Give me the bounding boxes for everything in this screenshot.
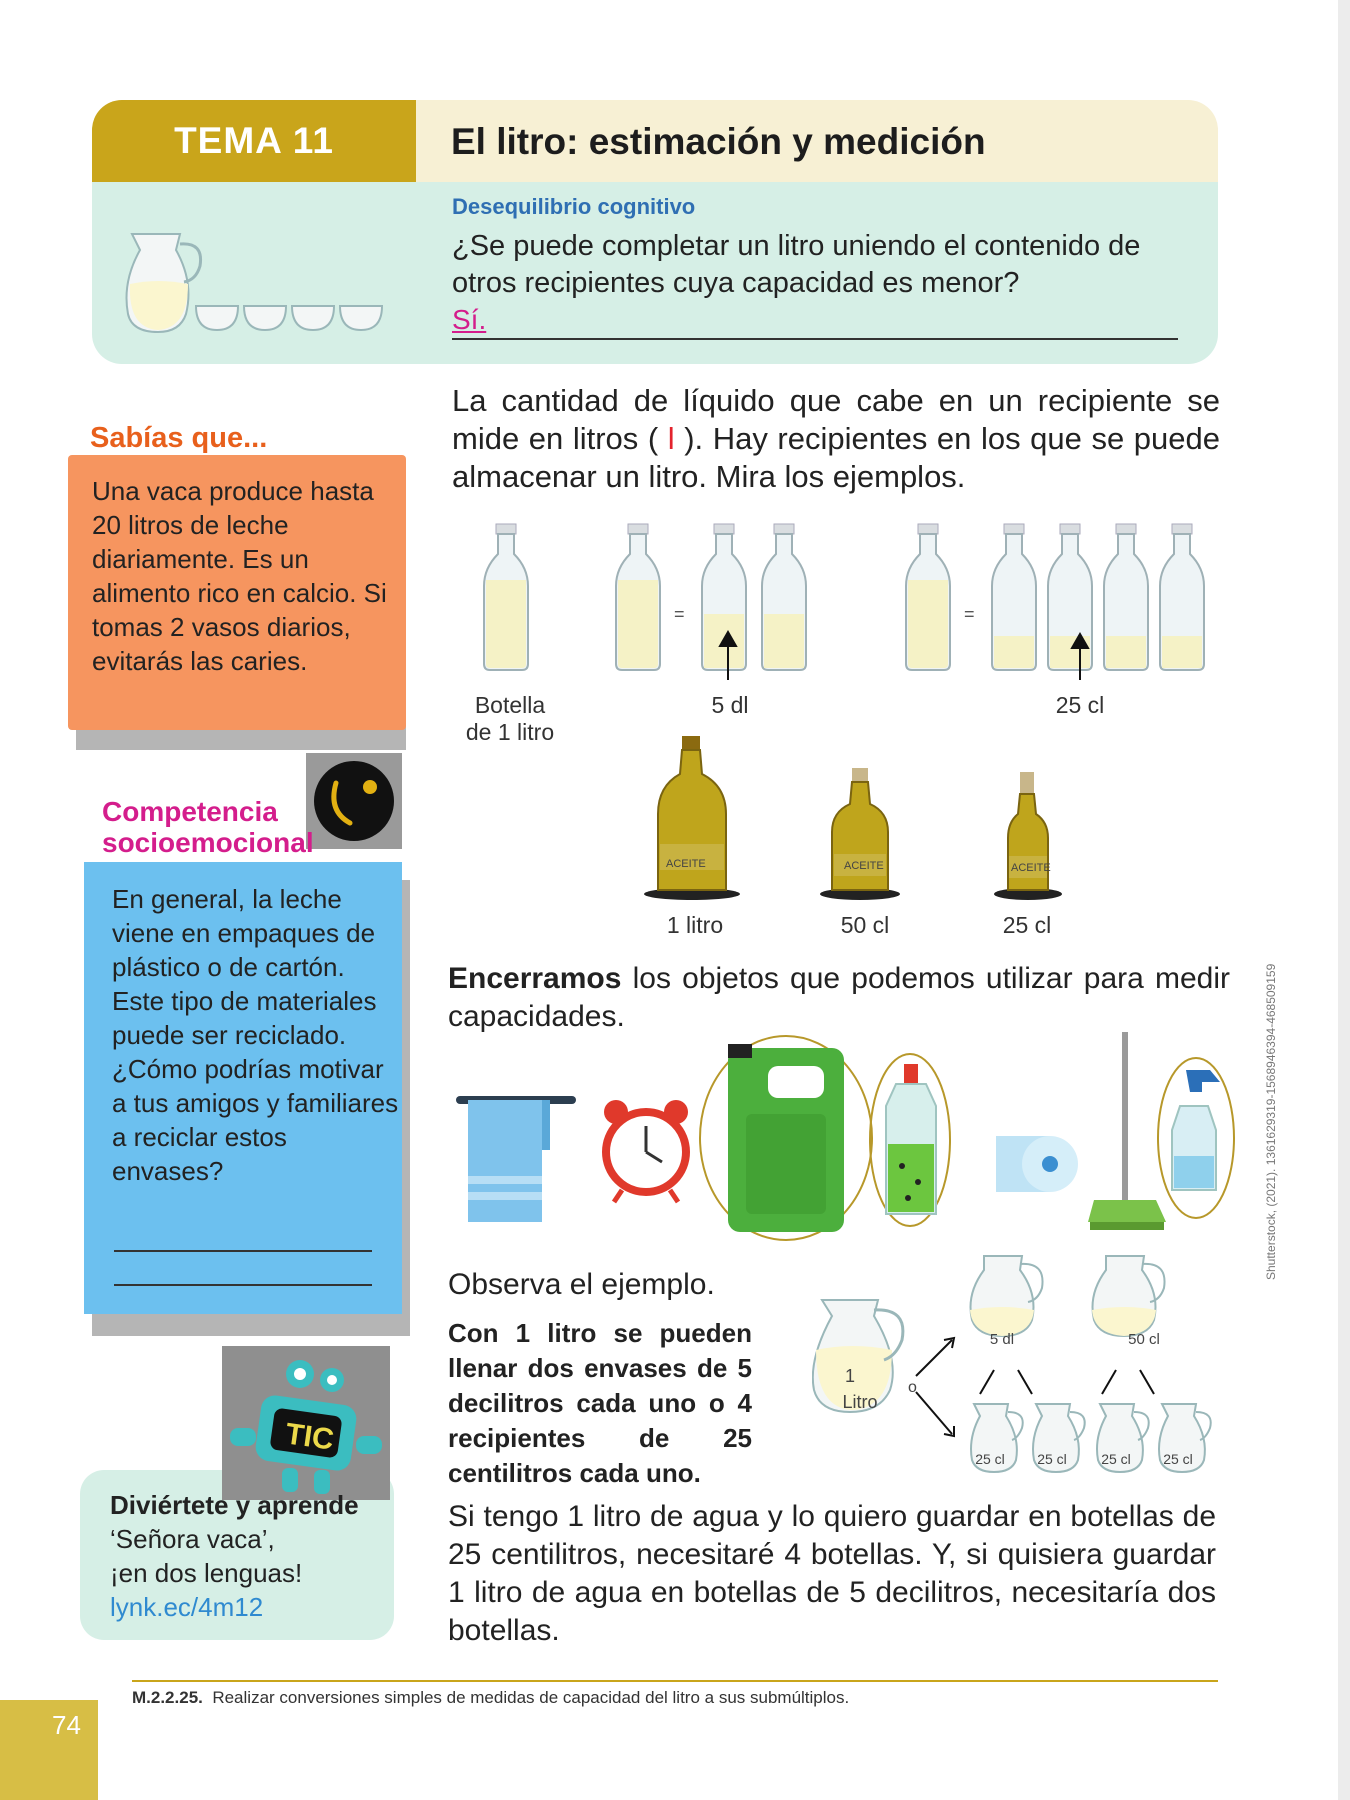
- oil-bottle-1l: [644, 736, 740, 900]
- jug-50cl: [1092, 1256, 1165, 1348]
- label-5dl: 5 dl: [711, 692, 749, 718]
- competencia-title-line2: socioemocional: [102, 827, 314, 858]
- jug-5dl: [970, 1256, 1043, 1348]
- or-label: o: [908, 1379, 917, 1396]
- jug-main-number: 1: [844, 1366, 856, 1386]
- equals-1: =: [674, 604, 685, 624]
- jug-50cl-label: 50 cl: [1128, 1331, 1160, 1348]
- arrow-down: [916, 1392, 954, 1436]
- objects-illustration: [450, 1026, 1240, 1242]
- jugs-diagram: [812, 1250, 1212, 1490]
- desequilibrio-question: ¿Se puede completar un litro uniendo el contenido de otros recipientes cuya capacidad es menor?: [452, 230, 1141, 299]
- tema-label: TEMA 11: [174, 120, 334, 161]
- tic-label: TIC: [283, 1417, 336, 1457]
- small-jug-4-label: 25 cl: [1163, 1451, 1193, 1467]
- answer-field[interactable]: Sí.: [452, 304, 1178, 340]
- footer-description: Realizar conversiones simples de medidas de capacidad del litro a sus submúltiplos.: [212, 1688, 850, 1707]
- oil-brand-2: ACEITE: [844, 860, 884, 872]
- diviertete-line1: ‘Señora vaca’,: [110, 1524, 275, 1554]
- jug-1-litro: [813, 1300, 903, 1412]
- small-jug-3: [1097, 1404, 1149, 1472]
- encerramos-rest: los objetos que podemos utilizar para medir capacidades.: [448, 962, 1230, 1033]
- emoji-icon: [306, 753, 402, 849]
- answer-line-2[interactable]: [114, 1284, 372, 1286]
- small-jug-1-label: 25 cl: [975, 1451, 1005, 1467]
- intro-paragraph: [452, 382, 1220, 496]
- toilet-paper-icon: [996, 1136, 1078, 1192]
- oil-label-3: 25 cl: [1002, 912, 1052, 938]
- oil-bottles-illustration: [640, 734, 1100, 904]
- answer-line-1[interactable]: [114, 1250, 372, 1252]
- sabias-text: Una vaca produce hasta 20 litros de leche diariamente. Es un alimento rico en calcio. Si tomas 2 vasos diarios, evitarás las caries.: [92, 476, 387, 676]
- liter-symbol: l: [667, 421, 675, 456]
- footer-rule: [132, 1680, 1218, 1682]
- bottle-1l-label: [450, 692, 570, 746]
- diviertete-text: [110, 1488, 400, 1624]
- equals-2: =: [964, 604, 975, 624]
- half-bottles: [702, 524, 806, 670]
- alarm-clock-icon: [604, 1100, 688, 1202]
- small-jug-3-label: 25 cl: [1101, 1451, 1131, 1467]
- encerramos-paragraph: [448, 960, 1230, 1036]
- full-bottle-1: [484, 524, 528, 670]
- image-credit: Shutterstock, (2021). 1361629319-1568946394-468509159: [1264, 963, 1278, 1280]
- diviertete-link[interactable]: lynk.ec/4m12: [110, 1592, 264, 1622]
- small-jug-1: [971, 1404, 1023, 1472]
- conclusion-paragraph: Si tengo 1 litro de agua y lo quiero guardar en botellas de 25 centilitros, necesitaré 4 botellas. Y, si quisiera guardar 1 litro de agua en botellas de 5 decilitros, necesitaría dos botellas.: [448, 1500, 1216, 1647]
- broom-icon: [1088, 1032, 1166, 1230]
- observa-text: Con 1 litro se pueden llenar dos envases de 5 decilitros cada uno o 4 recipientes de 25 centilitros cada uno.: [448, 1318, 752, 1488]
- page-number: 74: [52, 1710, 81, 1740]
- competencia-text: En general, la leche viene en empaques de plástico o de cartón. Este tipo de materiales puede ser reciclado. ¿Cómo podrías motivar a tus amigos y familiares a reciclar estos envases?: [112, 884, 399, 1186]
- oil-brand-1: ACEITE: [666, 858, 706, 870]
- footer-text: [132, 1688, 849, 1708]
- full-bottle-2: [616, 524, 660, 670]
- small-jug-2: [1033, 1404, 1085, 1472]
- tema-badge: [92, 100, 416, 182]
- observa-title: Observa el ejemplo.: [448, 1268, 715, 1301]
- jug-main-unit: Litro: [842, 1392, 878, 1412]
- pitcher-icon: [127, 234, 201, 332]
- arrow-up: [916, 1338, 954, 1376]
- encerramos-bold: Encerramos: [448, 962, 622, 995]
- detergent-bottle-icon: [886, 1064, 936, 1214]
- jerrycan-icon: [728, 1044, 844, 1232]
- page-title: El litro: estimación y medición: [451, 121, 986, 162]
- page-edge: [1338, 0, 1350, 1800]
- oil-brand-3: ACEITE: [1011, 862, 1051, 874]
- tic-robot-icon: [222, 1346, 390, 1500]
- desequilibrio-label: Desequilibrio cognitivo: [452, 194, 696, 219]
- pitcher-bowls-illustration: [118, 222, 398, 338]
- intro-part1: La cantidad de líquido que cabe en un recipiente se mide en litros (: [452, 383, 1220, 456]
- small-jug-2-label: 25 cl: [1037, 1451, 1067, 1467]
- oil-label-2: 50 cl: [840, 912, 890, 938]
- spray-bottle-icon: [1172, 1070, 1220, 1190]
- page-number-box: [0, 1700, 98, 1800]
- quarter-bottles: [992, 524, 1204, 670]
- footer-code: M.2.2.25.: [132, 1688, 203, 1707]
- oil-bottle-50cl: [820, 768, 900, 900]
- milk-bottles-illustration: [470, 520, 1230, 680]
- title-bar: [416, 100, 1218, 182]
- split-arrows: [980, 1370, 1154, 1394]
- intro-part2: ). Hay recipientes en los que se puede almacenar un litro. Mira los ejemplos.: [452, 421, 1220, 494]
- small-jug-4: [1159, 1404, 1211, 1472]
- bowls: [196, 306, 382, 330]
- sabias-title: Sabías que...: [90, 422, 268, 454]
- competencia-title-line1: Competencia: [102, 796, 278, 827]
- bottle-label-line1: Botella: [474, 692, 546, 718]
- diviertete-line2: ¡en dos lenguas!: [110, 1558, 303, 1588]
- diviertete-title: Diviértete y aprende: [110, 1490, 359, 1520]
- jug-5dl-label: 5 dl: [989, 1331, 1015, 1348]
- bottle-label-line2: de 1 litro: [465, 719, 555, 745]
- full-bottle-3: [906, 524, 950, 670]
- label-25cl: 25 cl: [1055, 692, 1105, 718]
- oil-bottle-25cl: [994, 772, 1062, 900]
- towel-icon: [456, 1096, 576, 1222]
- oil-label-1: 1 litro: [666, 912, 724, 938]
- competencia-title: [102, 796, 314, 858]
